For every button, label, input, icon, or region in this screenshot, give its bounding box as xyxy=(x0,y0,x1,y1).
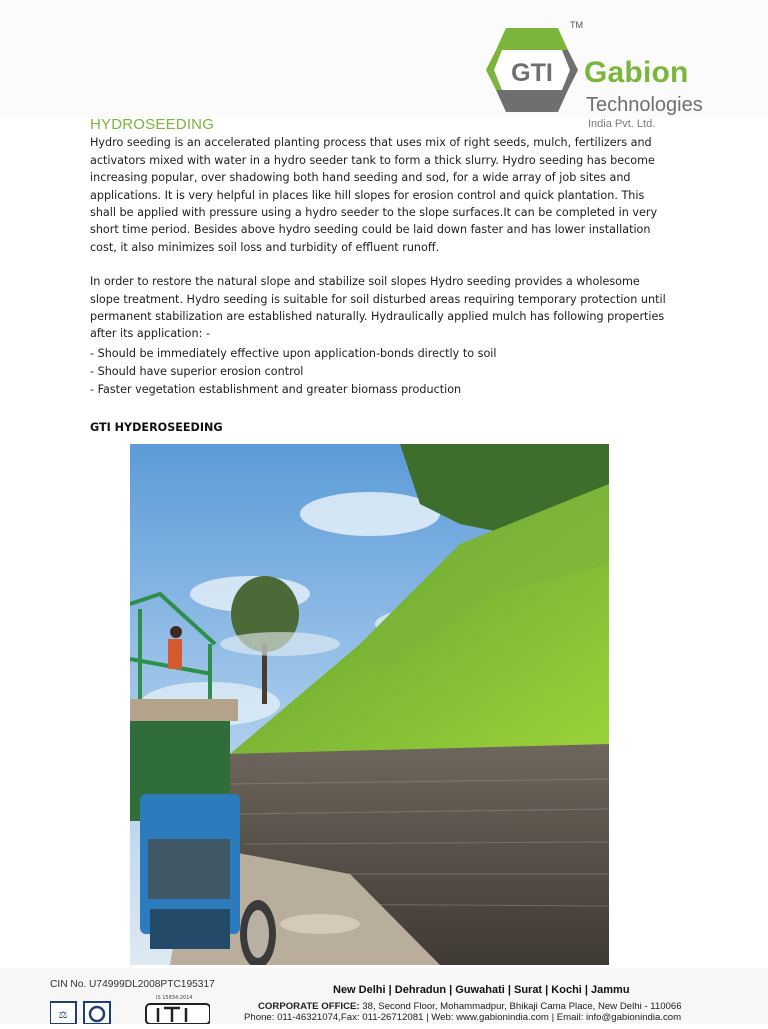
document-body xyxy=(90,116,670,436)
logo-subtitle: India Pvt. Ltd. xyxy=(588,118,656,130)
logo-name: Gabion xyxy=(584,56,689,89)
svg-text:GTI: GTI xyxy=(511,59,553,87)
paragraph-intro: Hydro seeding is an accelerated planting process that uses mix of right seeds, mulch, fertilizers and activators mixed with water in a hydro seeder tank to form a thick slurry. Hydro seeding has become increasing popular, over shadowing both hand seeding and sod, for a wide array of job sites and applications. It is very helpful in places like hill slopes for erosion control and quick plantation. This shall be applied with pressure using a hydro seeder to the slope surfaces.It can be completed in very short time period. Besides above hydro seeding could be laid down faster and has lower installation cost, it also minimizes soil loss and turbidity of effluent runoff. xyxy=(90,136,658,254)
list-item: - Faster vegetation establishment and greater biomass production xyxy=(90,382,462,396)
iso-standard-label: IS 15834:2014 xyxy=(156,995,193,1001)
list-item: - Should be immediately effective upon application-bonds directly to soil xyxy=(90,346,497,360)
cin-number: CIN No. U74999DL2008PTC195317 xyxy=(50,979,215,990)
list-item: - Should have superior erosion control xyxy=(90,364,304,378)
svg-text:⚖: ⚖ xyxy=(58,1010,68,1021)
property-list xyxy=(90,345,670,399)
logo-tagline: Technologies xyxy=(586,94,703,116)
paragraph-properties: In order to restore the natural slope and stabilize soil slopes Hydro seeding provides a wholesome slope treatment. Hydro seeding is suitable for soil disturbed areas requiring temporary protection until permanent stabilization are established naturally. Hydraulically applied mulch has following properties after its application: - xyxy=(90,275,666,341)
trademark-mark: TM xyxy=(570,20,583,30)
office-cities: New Delhi | Dehradun | Guwahati | Surat | Kochi | Jammu xyxy=(333,984,630,996)
photo-heading: GTI HYDEROSEEDING xyxy=(90,420,223,434)
corporate-office-address xyxy=(258,1001,682,1012)
hydroseeding-photo xyxy=(130,444,609,965)
gti-hexagon-logo-icon xyxy=(484,24,580,116)
company-logo xyxy=(484,20,734,130)
section-title: HYDROSEEDING xyxy=(90,116,215,133)
corporate-office-label: CORPORATE OFFICE: xyxy=(258,1001,360,1012)
corporate-address-text: 38, Second Floor, Mohammadpur, Bhikaji Cama Place, New Delhi - 110066 xyxy=(359,1001,682,1012)
contact-details: Phone: 011-46321074,Fax: 011-26712081 | Web: www.gabionindia.com | Email: info@gabionindia.com xyxy=(244,1012,682,1023)
certification-logos xyxy=(50,998,210,1029)
